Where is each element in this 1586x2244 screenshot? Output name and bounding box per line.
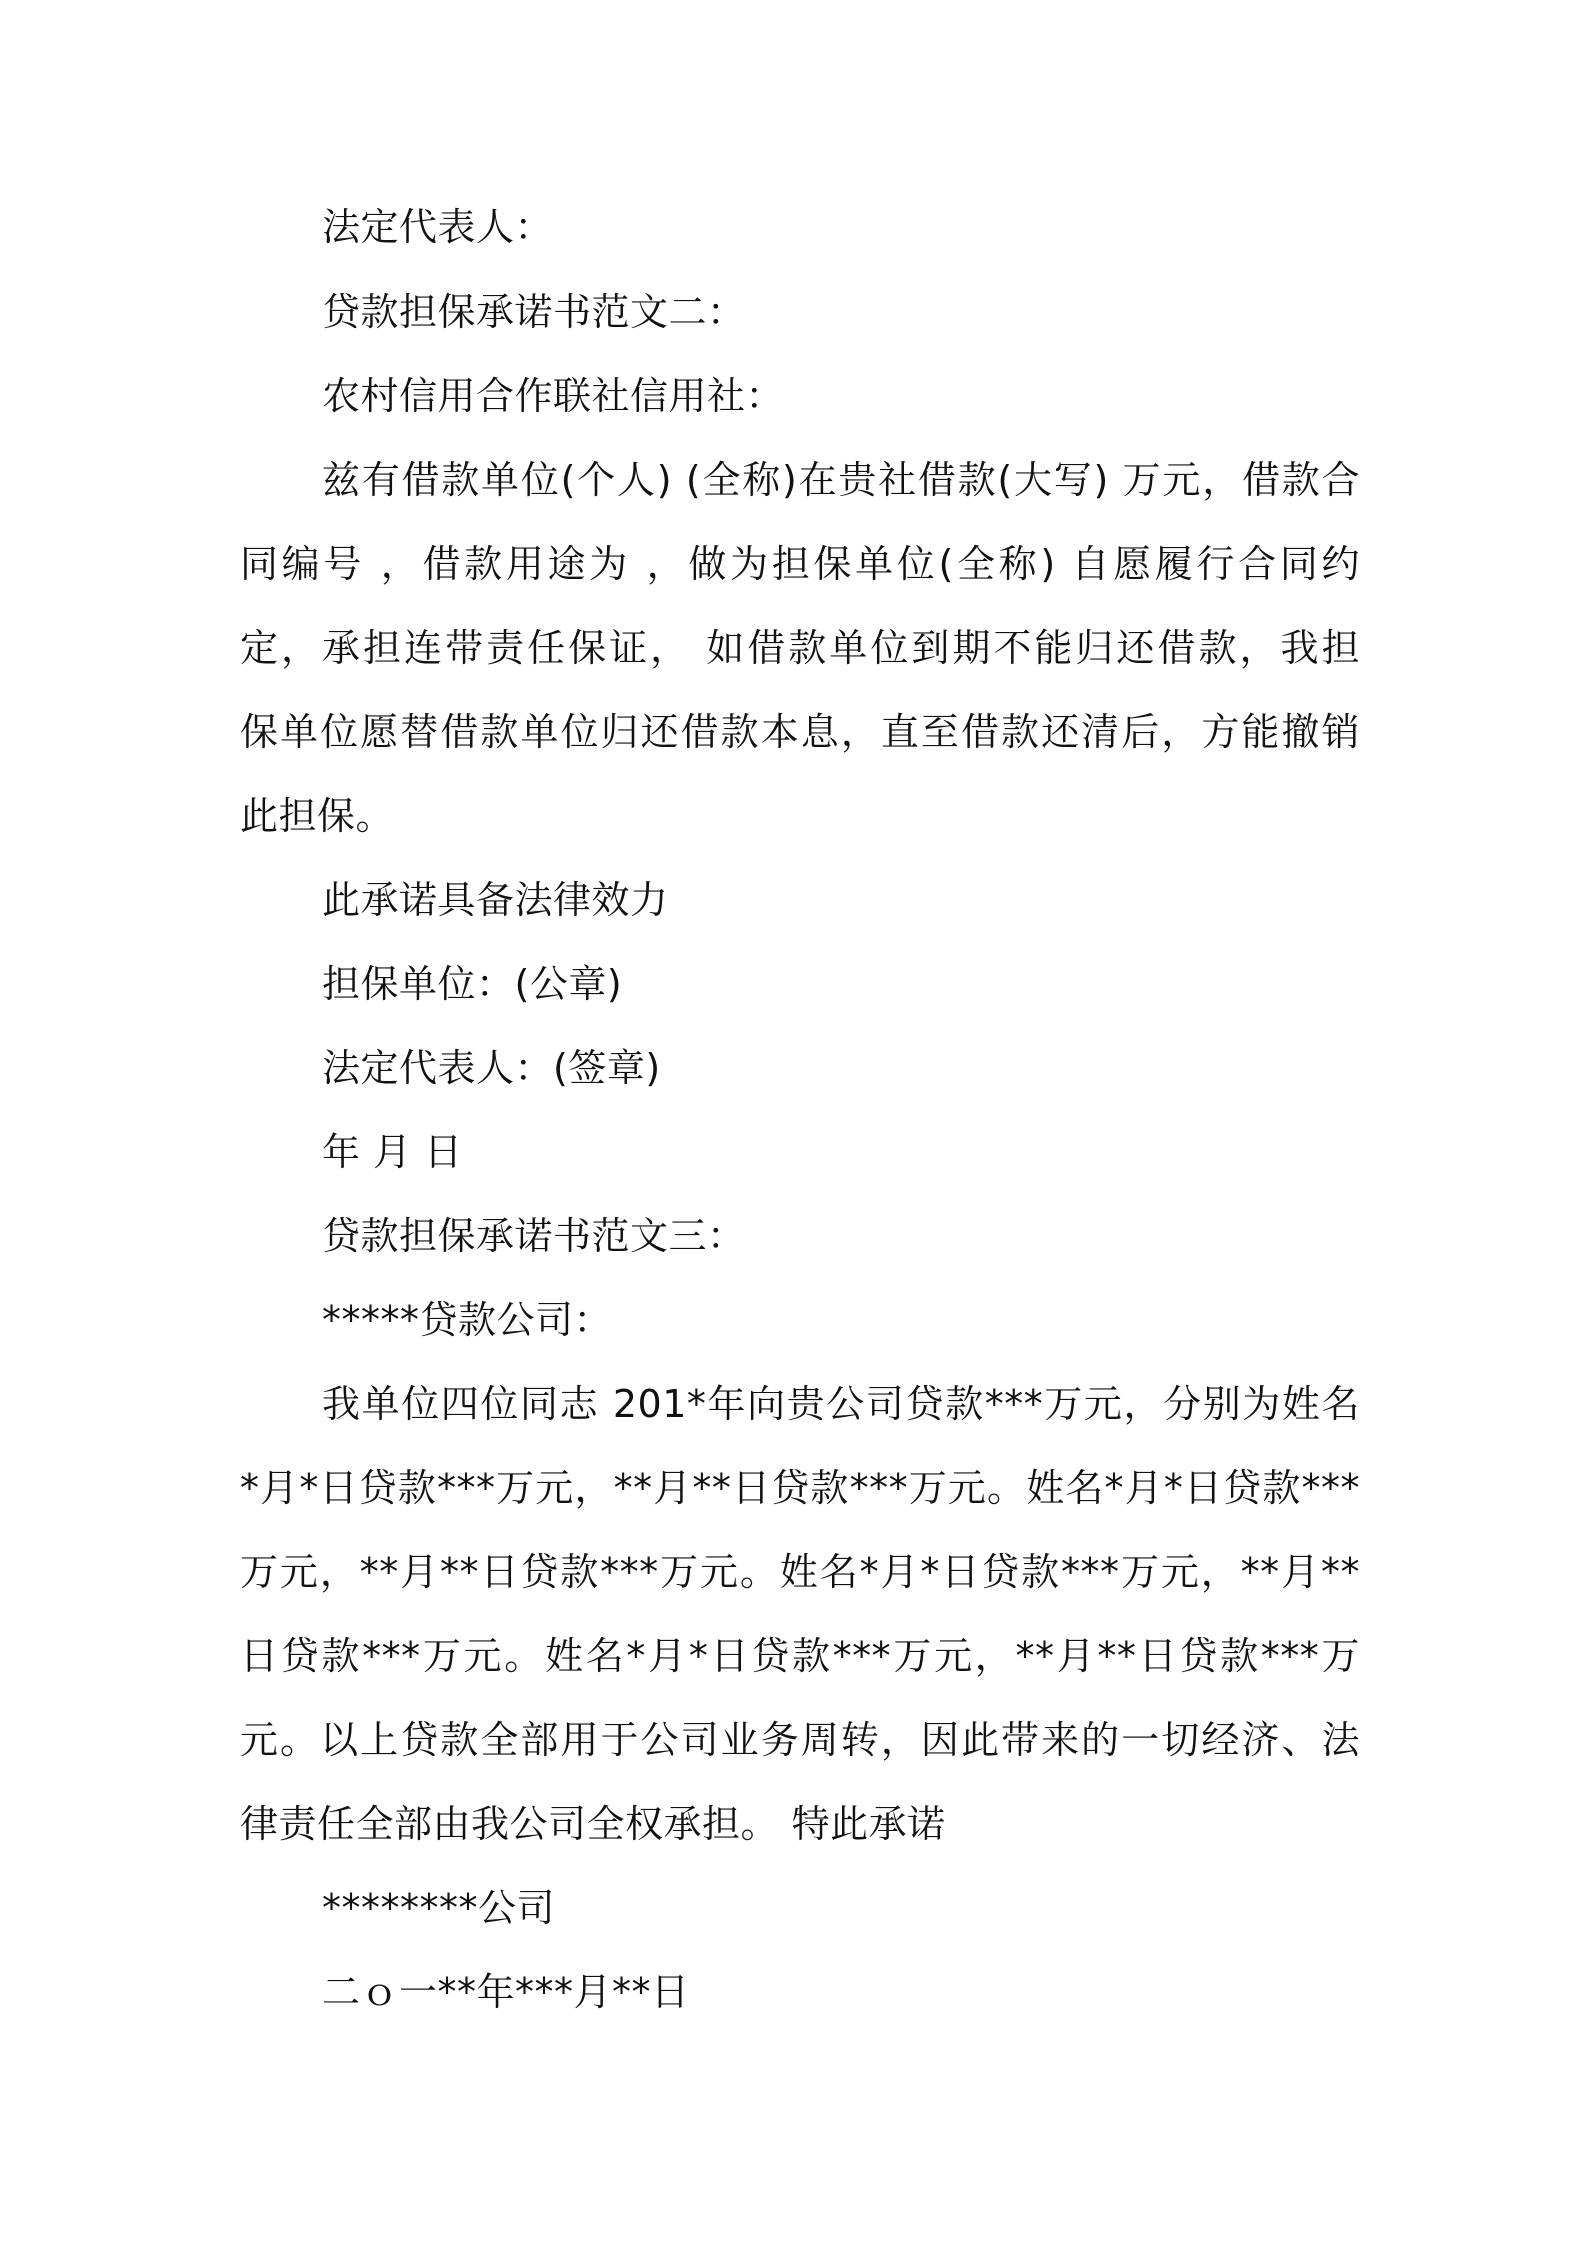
paragraph-line: 保单位愿替借款单位归还借款本息，直至借款还清后，方能撤销	[240, 710, 1360, 754]
addressee-credit-union: 农村信用合作联社信用社：	[322, 374, 785, 418]
section-heading-sample-three: 贷款担保承诺书范文三：	[322, 1214, 746, 1258]
paragraph-line: 律责任全部由我公司全权承担。 特此承诺	[240, 1802, 946, 1846]
paragraph-line: 万元，**月**日贷款***万元。姓名*月*日贷款***万元，**月**	[240, 1550, 1360, 1594]
guarantor-seal-label: 担保单位：(公章)	[322, 962, 623, 1006]
paragraph-line: 定，承担连带责任保证， 如借款单位到期不能归还借款，我担	[240, 626, 1360, 670]
paragraph-line: *月*日贷款***万元，**月**日贷款***万元。姓名*月*日贷款***	[240, 1466, 1360, 1510]
legal-representative-label: 法定代表人：	[322, 205, 554, 249]
date-placeholder: 年 月 日	[322, 1130, 463, 1174]
section-heading-sample-two: 贷款担保承诺书范文二：	[322, 290, 746, 334]
paragraph-line: 日贷款***万元。姓名*月*日贷款***万元，**月**日贷款***万	[240, 1634, 1360, 1678]
paragraph-line: 此担保。	[240, 794, 395, 838]
company-signature: ********公司	[322, 1886, 556, 1930]
representative-signature-label: 法定代表人：(签章)	[322, 1046, 661, 1090]
paragraph-line: 元。以上贷款全部用于公司业务周转，因此带来的一切经济、法	[240, 1718, 1360, 1762]
addressee-loan-company: *****贷款公司：	[322, 1298, 613, 1342]
paragraph-line: 同编号 ，借款用途为 ，做为担保单位(全称) 自愿履行合同约	[240, 542, 1360, 586]
paragraph-line: 兹有借款单位(个人) (全称)在贵社借款(大写) 万元，借款合	[322, 458, 1360, 502]
paragraph-line: 我单位四位同志 201*年向贵公司贷款***万元，分别为姓名	[322, 1382, 1360, 1426]
document-date: 二ｏ一**年***月**日	[322, 1970, 690, 2014]
legal-effect-statement: 此承诺具备法律效力	[322, 878, 669, 922]
